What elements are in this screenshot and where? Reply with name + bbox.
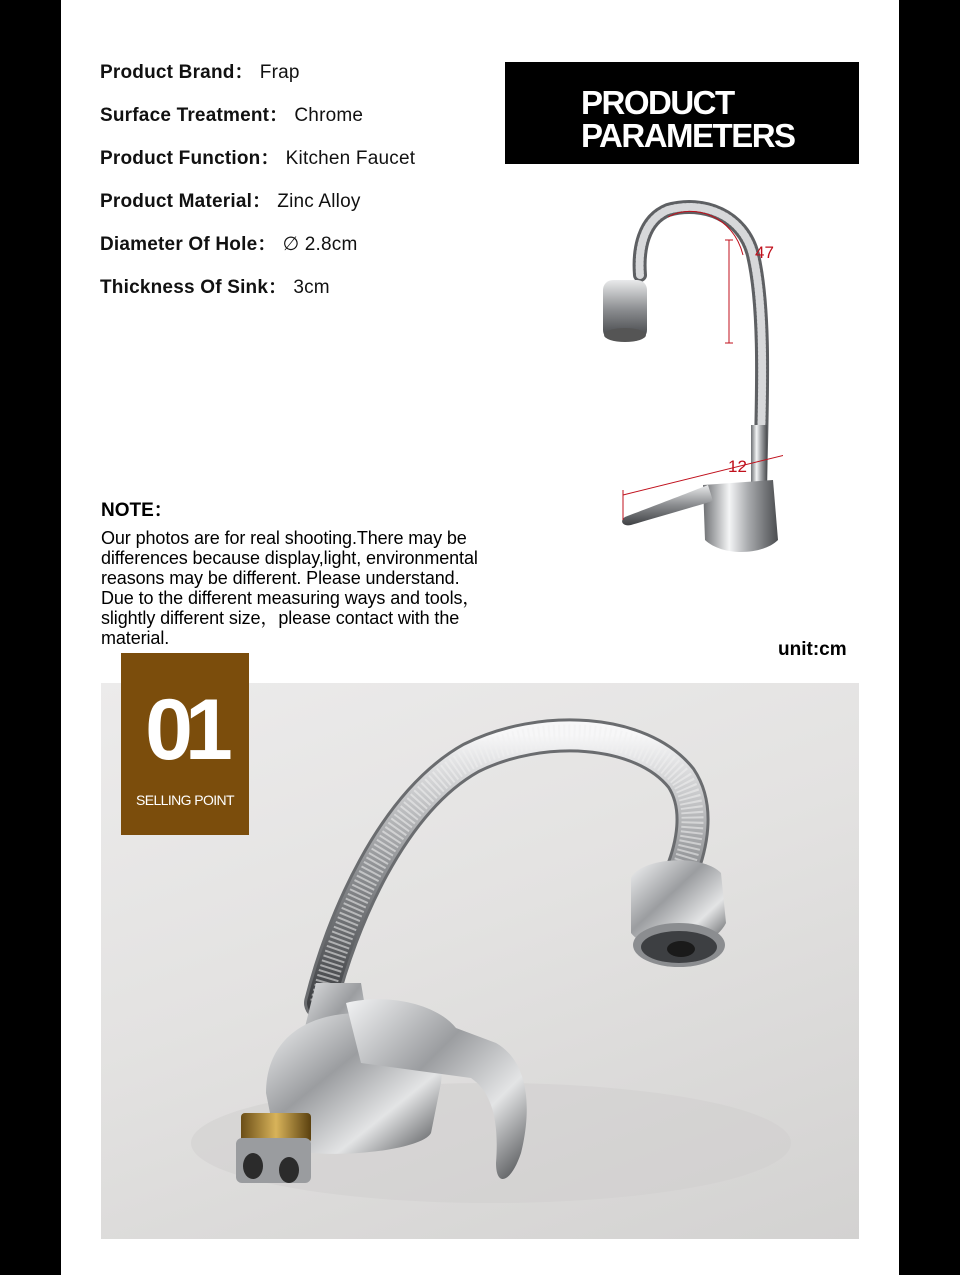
spec-value: Zinc Alloy <box>277 191 361 212</box>
badge-number: 01 <box>145 682 225 778</box>
spec-list <box>100 57 520 315</box>
spec-value: 3cm <box>293 277 330 298</box>
banner-title: PRODUCT PARAMETERS <box>581 84 795 154</box>
spec-key: Thickness Of Sink： <box>100 277 288 298</box>
spec-value: Chrome <box>294 105 364 126</box>
spec-row-function <box>100 143 520 186</box>
faucet-body <box>703 480 778 552</box>
handle-dimension-label: 12 <box>728 457 747 476</box>
spec-row-brand <box>100 57 520 100</box>
faucet-handle <box>622 485 713 525</box>
product-detail-page <box>61 0 899 1275</box>
spec-key: Diameter Of Hole： <box>100 234 277 255</box>
badge-label: SELLING POINT <box>135 792 234 808</box>
spec-row-sink-thickness <box>100 272 520 315</box>
spec-row-surface <box>100 100 520 143</box>
spec-key: Product Brand： <box>100 62 254 83</box>
spec-value: Kitchen Faucet <box>285 148 416 169</box>
product-parameters-banner <box>505 62 859 164</box>
spec-value: ∅ 2.8cm <box>282 234 358 255</box>
height-dimension-label: 47 <box>755 243 774 262</box>
spec-value: Frap <box>259 62 300 83</box>
selling-point-badge <box>121 653 249 835</box>
note-body: Our photos are for real shooting.There may be differences because display,light, environmental reasons may be different. Please understand. Due to the different measuring ways and tools， slightly different size，please contact with the material. <box>101 528 481 648</box>
height-dimension-line <box>725 240 733 343</box>
spec-row-material <box>100 186 520 229</box>
spec-row-hole-diameter <box>100 229 520 272</box>
spec-key: Product Function： <box>100 148 280 169</box>
spec-key: Surface Treatment： <box>100 105 289 126</box>
spec-key: Product Material： <box>100 191 272 212</box>
note-title: NOTE： <box>101 500 173 521</box>
unit-label: unit:cm <box>778 639 847 660</box>
note-section <box>101 495 621 648</box>
